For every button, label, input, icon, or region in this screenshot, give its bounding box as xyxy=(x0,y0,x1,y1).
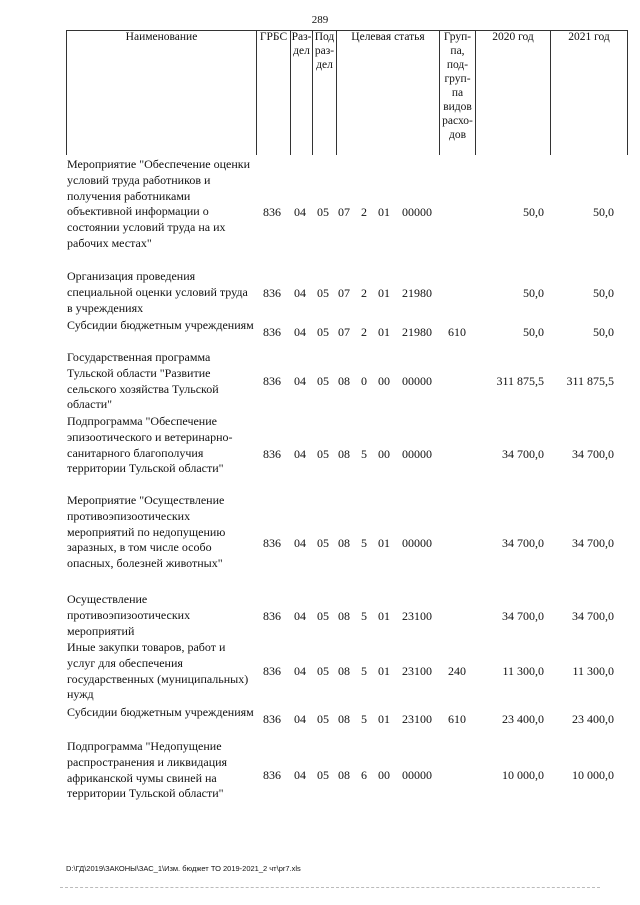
header-grbs: ГРБС xyxy=(256,30,290,155)
cell-target-event: 01 xyxy=(378,609,390,623)
cell-target-program: 07 xyxy=(338,205,350,219)
cell-razdel: 04 xyxy=(294,536,306,550)
header-target: Целевая статья xyxy=(336,30,439,155)
cell-grbs: 836 xyxy=(263,374,281,388)
cell-target-subprogram: 6 xyxy=(361,768,367,782)
cell-target-direction: 00000 xyxy=(402,447,432,461)
header-group: Груп- па, под- груп- па видов расхо- дов xyxy=(439,30,475,155)
cell-target-subprogram: 2 xyxy=(361,325,367,339)
cell-2021: 11 300,0 xyxy=(572,664,614,678)
cell-target-event: 00 xyxy=(378,447,390,461)
cell-podrazdel: 05 xyxy=(317,712,329,726)
row-name: Государственная программа Тульской области "Развитие сельского хозяйства Тульской области" xyxy=(67,350,219,412)
cell-target-direction: 21980 xyxy=(402,325,432,339)
cell-target-event: 01 xyxy=(378,536,390,550)
cell-2020: 50,0 xyxy=(523,205,544,219)
cell-razdel: 04 xyxy=(294,374,306,388)
cell-2020: 311 875,5 xyxy=(496,374,544,388)
cell-razdel: 04 xyxy=(294,609,306,623)
cell-2021: 23 400,0 xyxy=(572,712,614,726)
cell-razdel: 04 xyxy=(294,325,306,339)
cell-target-event: 00 xyxy=(378,374,390,388)
cell-2021: 34 700,0 xyxy=(572,536,614,550)
row-name: Организация проведения специальной оценки условий труда в учреждениях xyxy=(67,269,248,315)
cell-target-program: 08 xyxy=(338,447,350,461)
cell-2020: 50,0 xyxy=(523,286,544,300)
cell-target-event: 01 xyxy=(378,286,390,300)
cell-target-program: 08 xyxy=(338,664,350,678)
cell-2020: 10 000,0 xyxy=(502,768,544,782)
cell-target-program: 08 xyxy=(338,768,350,782)
cell-grbs: 836 xyxy=(263,609,281,623)
cell-podrazdel: 05 xyxy=(317,609,329,623)
header-2020: 2020 год xyxy=(475,30,550,155)
cell-target-subprogram: 5 xyxy=(361,447,367,461)
row-name: Мероприятие "Осуществление противоэпизоотических мероприятий по недопущению заразных, в том числе особо опасных, болезней животных" xyxy=(67,493,226,571)
cell-target-direction: 00000 xyxy=(402,768,432,782)
cell-target-direction: 00000 xyxy=(402,205,432,219)
cell-target-subprogram: 0 xyxy=(361,374,367,388)
cell-2020: 23 400,0 xyxy=(502,712,544,726)
cell-target-program: 08 xyxy=(338,536,350,550)
cell-podrazdel: 05 xyxy=(317,768,329,782)
cell-target-direction: 23100 xyxy=(402,712,432,726)
cell-2021: 50,0 xyxy=(593,205,614,219)
cell-group: 240 xyxy=(448,664,466,678)
header-2021: 2021 год xyxy=(550,30,628,155)
cell-2020: 34 700,0 xyxy=(502,609,544,623)
header-razdel: Раз- дел xyxy=(290,30,312,155)
row-name: Субсидии бюджетным учреждениям xyxy=(67,705,254,719)
cell-target-subprogram: 5 xyxy=(361,712,367,726)
cell-target-direction: 00000 xyxy=(402,374,432,388)
cell-target-direction: 00000 xyxy=(402,536,432,550)
cell-2021: 34 700,0 xyxy=(572,447,614,461)
cell-2020: 50,0 xyxy=(523,325,544,339)
cell-razdel: 04 xyxy=(294,205,306,219)
header-name: Наименование xyxy=(66,30,256,155)
cell-2021: 311 875,5 xyxy=(566,374,614,388)
cell-grbs: 836 xyxy=(263,712,281,726)
cell-target-event: 00 xyxy=(378,768,390,782)
cell-grbs: 836 xyxy=(263,664,281,678)
cell-target-subprogram: 5 xyxy=(361,609,367,623)
cell-podrazdel: 05 xyxy=(317,205,329,219)
row-name: Подпрограмма "Обеспечение эпизоотического и ветеринарно-санитарного благополучия территории Тульской области" xyxy=(67,414,233,476)
cell-podrazdel: 05 xyxy=(317,374,329,388)
page-number: 289 xyxy=(311,14,329,26)
cell-target-program: 07 xyxy=(338,286,350,300)
cell-target-event: 01 xyxy=(378,205,390,219)
cell-target-subprogram: 5 xyxy=(361,664,367,678)
cell-grbs: 836 xyxy=(263,205,281,219)
footer-divider xyxy=(60,887,600,888)
cell-2021: 50,0 xyxy=(593,286,614,300)
cell-grbs: 836 xyxy=(263,286,281,300)
cell-2021: 50,0 xyxy=(593,325,614,339)
file-path-footer: D:\ГД\2019\ЗАКОНЫ\ЗАС_1\Изм. бюджет ТО 2019-2021_2 чт\pr7.xls xyxy=(66,864,301,873)
cell-target-program: 08 xyxy=(338,374,350,388)
cell-grbs: 836 xyxy=(263,768,281,782)
cell-target-event: 01 xyxy=(378,325,390,339)
cell-razdel: 04 xyxy=(294,664,306,678)
cell-target-event: 01 xyxy=(378,664,390,678)
cell-target-subprogram: 5 xyxy=(361,536,367,550)
cell-grbs: 836 xyxy=(263,447,281,461)
cell-target-program: 08 xyxy=(338,609,350,623)
cell-podrazdel: 05 xyxy=(317,536,329,550)
cell-razdel: 04 xyxy=(294,768,306,782)
cell-razdel: 04 xyxy=(294,712,306,726)
header-podrazdel: Под раз- дел xyxy=(312,30,336,155)
row-name: Субсидии бюджетным учреждениям xyxy=(67,318,254,332)
cell-target-subprogram: 2 xyxy=(361,205,367,219)
cell-target-program: 08 xyxy=(338,712,350,726)
cell-podrazdel: 05 xyxy=(317,286,329,300)
cell-target-direction: 23100 xyxy=(402,664,432,678)
cell-target-subprogram: 2 xyxy=(361,286,367,300)
row-name: Иные закупки товаров, работ и услуг для обеспечения государственных (муниципальных) нужд xyxy=(67,640,249,702)
cell-razdel: 04 xyxy=(294,447,306,461)
cell-target-event: 01 xyxy=(378,712,390,726)
cell-grbs: 836 xyxy=(263,325,281,339)
cell-target-direction: 23100 xyxy=(402,609,432,623)
cell-podrazdel: 05 xyxy=(317,325,329,339)
cell-2020: 34 700,0 xyxy=(502,447,544,461)
cell-2021: 34 700,0 xyxy=(572,609,614,623)
cell-group: 610 xyxy=(448,325,466,339)
row-name: Мероприятие "Обеспечение оценки условий труда работников и получения работниками объективной информации о состоянии условий труда на их рабочих местах" xyxy=(67,157,251,250)
cell-grbs: 836 xyxy=(263,536,281,550)
cell-2020: 34 700,0 xyxy=(502,536,544,550)
cell-razdel: 04 xyxy=(294,286,306,300)
cell-target-direction: 21980 xyxy=(402,286,432,300)
row-name: Осуществление противоэпизоотических мероприятий xyxy=(67,592,191,638)
cell-group: 610 xyxy=(448,712,466,726)
cell-podrazdel: 05 xyxy=(317,447,329,461)
cell-2020: 11 300,0 xyxy=(502,664,544,678)
cell-2021: 10 000,0 xyxy=(572,768,614,782)
cell-target-program: 07 xyxy=(338,325,350,339)
row-name: Подпрограмма "Недопущение распространения и ликвидация африканской чумы свиней на территории Тульской области" xyxy=(67,739,228,801)
cell-podrazdel: 05 xyxy=(317,664,329,678)
